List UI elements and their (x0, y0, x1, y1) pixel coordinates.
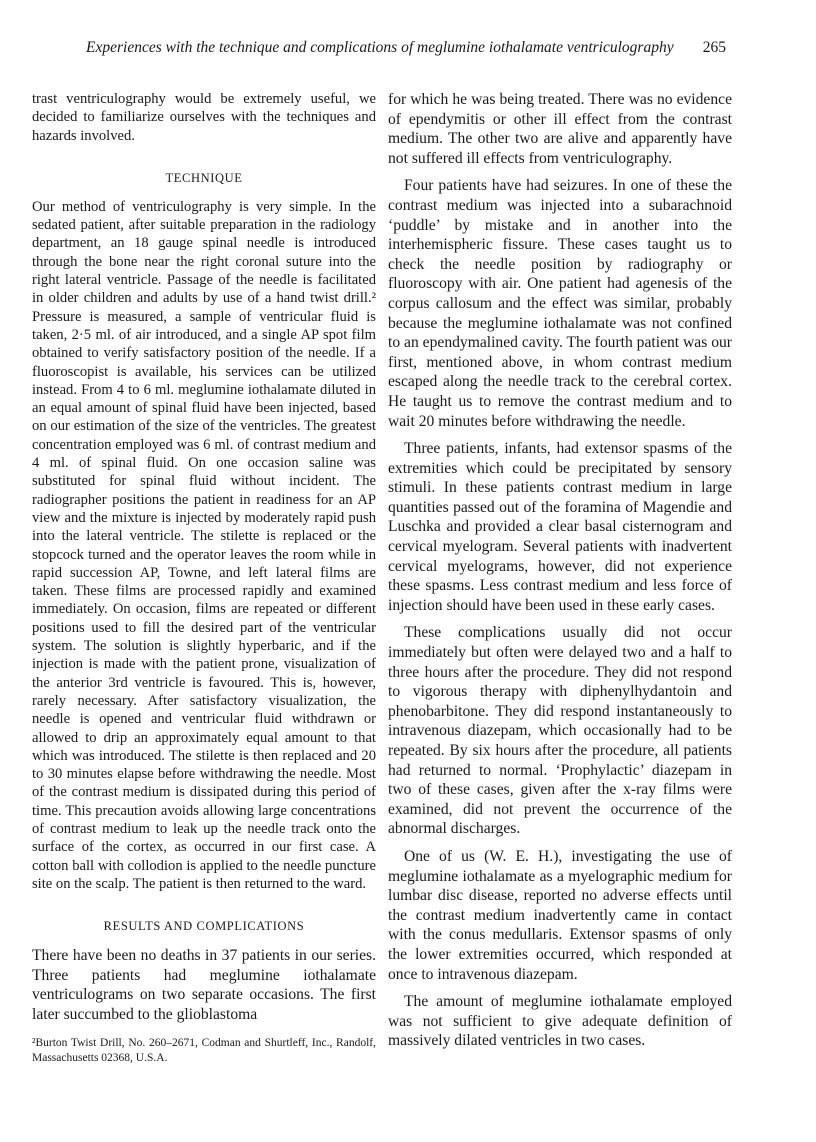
running-title: Experiences with the technique and complications of meglumine iothalamate ventriculography (86, 39, 674, 56)
intro-paragraph: trast ventriculography would be extremely useful, we decided to familiarize ourselves with the techniques and hazards involved. (32, 91, 376, 144)
page-number: 265 (702, 39, 726, 56)
technique-paragraph: Our method of ventriculography is very simple. In the sedated patient, after suitable preparation in the radiology department, an 18 gauge spinal needle is introduced through the bone near the right coronal suture into the right lateral ventricle. Passage of the needle is facilitated in older children and adults by use of a hand twist drill.² Pressure is measured, a sample of ventricular fluid is taken, 2·5 ml. of air introduced, and a single AP spot film obtained to verify satisfactory position of the needle. If a fluoroscopist is available, his services can be utilized instead. From 4 to 6 ml. meglumine iothalamate diluted in an equal amount of spinal fluid have been injected, based on our estimation of the size of the ventricles. The greatest concentration employed was 6 ml. of contrast medium and 4 ml. of spinal fluid. On one occasion saline was substituted for spinal fluid without incident. The radiographer positions the patient in readiness for an AP view and the mixture is injected by moderately rapid push into the lateral ventricle. The stilette is replaced or the stopcock turned and the operator leaves the room while in rapid succession AP, Towne, and left lateral films are taken. These films are processed rapidly and examined immediately. On occasion, films are repeated or different positions used to fill the desired part of the ventricular system. The solution is slightly hyperbaric, and if the injection is made with the patient prone, visualization of the anterior 3rd ventricle is favoured. This is, however, rarely necessary. After satisfactory visualization, the needle is opened and ventricular fluid withdrawn or allowed to drip an approximately equal amount to that which was introduced. The stilette is then replaced and 20 to 30 minutes elapse before withdrawing the needle. Most of the contrast medium is dissipated during this period of time. This precaution avoids allowing large concentrations of contrast medium to leak up the needle track onto the surface of the cortex, as occurred in our first case. A cotton ball with collodion is applied to the needle puncture site on the scalp. The patient is then returned to the ward. (32, 198, 376, 892)
results-paragraph: There have been no deaths in 37 patients in our series. Three patients had meglumine iothalamate ventriculograms on two separate occasions. The first later succumbed to the glioblastoma (32, 947, 376, 1023)
technique-heading: TECHNIQUE (165, 170, 243, 185)
running-header (86, 38, 726, 58)
paragraph-5: One of us (W. E. H.), investigating the use of meglumine iothalamate as a myelographic medium for lumbar disc disease, reported no adverse effects until the contrast medium inadvertently came in contact with the conus medullaris. Extensor spasms of only the lower extremities occurred, which responded at once to intravenous diazepam. (388, 847, 732, 983)
paragraph-4: These complications usually did not occur immediately but often were delayed two and a half to three hours after the procedure. They did not respond to vigorous therapy with diphenylhydantoin and phenobarbitone. They did respond instantaneously to intravenous diazepam, which occasionally had to be repeated. By six hours after the procedure, all patients had returned to normal. ‘Prophylactic’ diazepam in two of these cases, given after the x-ray films were examined, did not prevent the occurrence of the abnormal discharges. (388, 624, 732, 838)
footnote: ²Burton Twist Drill, No. 260–2671, Codman and Shurtleff, Inc., Randolf, Massachusetts 02368, U.S.A. (32, 1037, 376, 1064)
results-heading: RESULTS AND COMPLICATIONS (103, 919, 305, 934)
paragraph-1: for which he was being treated. There was no evidence of ependymitis or other ill effect from the contrast medium. The other two are alive and apparently have not suffered ill effects from ventriculography. (388, 91, 732, 167)
paragraph-6: The amount of meglumine iothalamate employed was not sufficient to give adequate definition of massively dilated ventricles in two cases. (388, 993, 732, 1050)
paragraph-2: Four patients have had seizures. In one of these the contrast medium was injected into a subarachnoid ‘puddle’ by mistake and in another into the interhemispheric fissure. These cases taught us to check the needle position by radiography or fluoroscopy with air. One patient had agenesis of the corpus callosum and the effect was similar, probably because the meglumine iothalamate was not confined to an ependymalined cavity. The fourth patient was our first, mentioned above, in whom contrast medium escaped along the needle track to the cerebral cortex. He taught us to remove the contrast medium and to wait 20 minutes before withdrawing the needle. (388, 177, 732, 430)
paragraph-3: Three patients, infants, had extensor spasms of the extremities which could be precipitated by sensory stimuli. In these patients contrast medium in large quantities passed out of the foramina of Magendie and Luschka and provided a clear basal cisternogram and cervical myelogram. Several patients with inadvertent cervical myelograms, however, did not experience these spasms. Less contrast medium and less force of injection should have been used in these early cases. (388, 440, 732, 614)
left-column (32, 90, 376, 1025)
right-column (388, 90, 732, 1051)
